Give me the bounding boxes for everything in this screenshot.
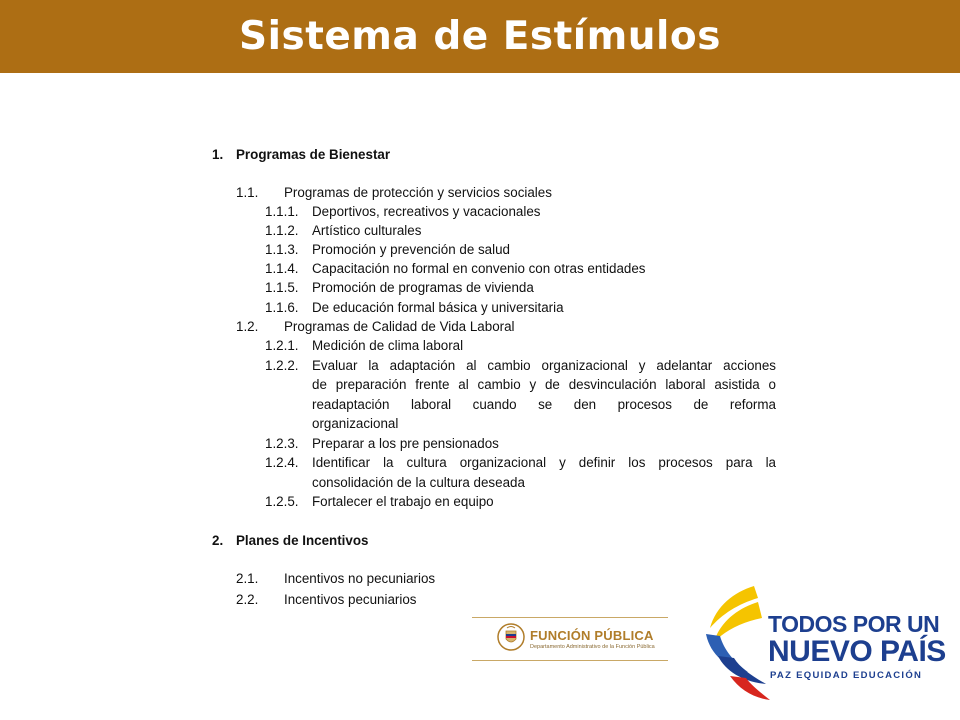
list-item: Deportivos, recreativos y vacacionales: [312, 204, 541, 219]
list-item: Fortalecer el trabajo en equipo: [312, 494, 494, 509]
list-item-number: 1.1.6.: [265, 300, 299, 315]
list-item-number: 1.2.3.: [265, 436, 299, 451]
section-2-title: Planes de Incentivos: [236, 533, 369, 548]
sub-1-2-title: Programas de Calidad de Vida Laboral: [284, 319, 515, 334]
slogan-line-1: TODOS POR UN: [768, 611, 940, 637]
sub-1-1-title: Programas de protección y servicios sociales: [284, 185, 552, 200]
list-item-line: Evaluar la adaptación al cambio organizacional y adelantar acciones: [312, 358, 776, 373]
list-item: Capacitación no formal en convenio con otras entidades: [312, 261, 646, 276]
list-item: Medición de clima laboral: [312, 338, 464, 353]
sub-1-1-number: 1.1.: [236, 185, 259, 200]
list-item-number: 2.2.: [236, 592, 259, 607]
list-item-number: 1.1.3.: [265, 242, 299, 257]
slogan-line-2: NUEVO PAÍS: [768, 635, 946, 668]
coat-of-arms-icon: [497, 623, 525, 651]
list-item: Preparar a los pre pensionados: [312, 436, 499, 451]
list-item-number: 1.2.2.: [265, 358, 299, 373]
list-item-number: 2.1.: [236, 571, 259, 586]
page-title: Sistema de Estímulos: [239, 14, 721, 59]
section-1-title: Programas de Bienestar: [236, 147, 391, 162]
logo-divider-top: [472, 617, 668, 618]
list-item-number: 1.2.5.: [265, 494, 299, 509]
list-item-number: 1.2.1.: [265, 338, 299, 353]
list-item: Promoción de programas de vivienda: [312, 280, 534, 295]
list-item: De educación formal básica y universitaria: [312, 300, 564, 315]
list-item-number: 1.1.4.: [265, 261, 299, 276]
list-item: Incentivos no pecuniarios: [284, 571, 436, 586]
list-item-line: Identificar la cultura organizacional y definir los procesos para la: [312, 455, 776, 470]
list-item: Incentivos pecuniarios: [284, 592, 417, 607]
section-2-number: 2.: [212, 533, 224, 548]
funcion-publica-name: FUNCIÓN PÚBLICA: [530, 628, 654, 643]
list-item-number: 1.1.5.: [265, 280, 299, 295]
list-item-line: de preparación frente al cambio y de desvinculación laboral asistida o: [312, 377, 776, 392]
list-item-line: organizacional: [312, 416, 399, 431]
list-item: Artístico culturales: [312, 223, 422, 238]
list-item-number: 1.2.4.: [265, 455, 299, 470]
list-item-number: 1.1.1.: [265, 204, 299, 219]
logo-divider-bottom: [472, 660, 668, 661]
list-item: Promoción y prevención de salud: [312, 242, 510, 257]
list-item-number: 1.1.2.: [265, 223, 299, 238]
list-item-line: consolidación de la cultura deseada: [312, 475, 525, 490]
colombia-flag-swoosh-icon: [700, 584, 772, 704]
section-1-number: 1.: [212, 147, 224, 162]
slogan-tagline: PAZ EQUIDAD EDUCACIÓN: [770, 670, 923, 681]
funcion-publica-subtitle: Departamento Administrativo de la Función Pública: [530, 644, 655, 650]
list-item-line: readaptación laboral cuando se den procesos de reforma: [312, 397, 776, 412]
sub-1-2-number: 1.2.: [236, 319, 259, 334]
